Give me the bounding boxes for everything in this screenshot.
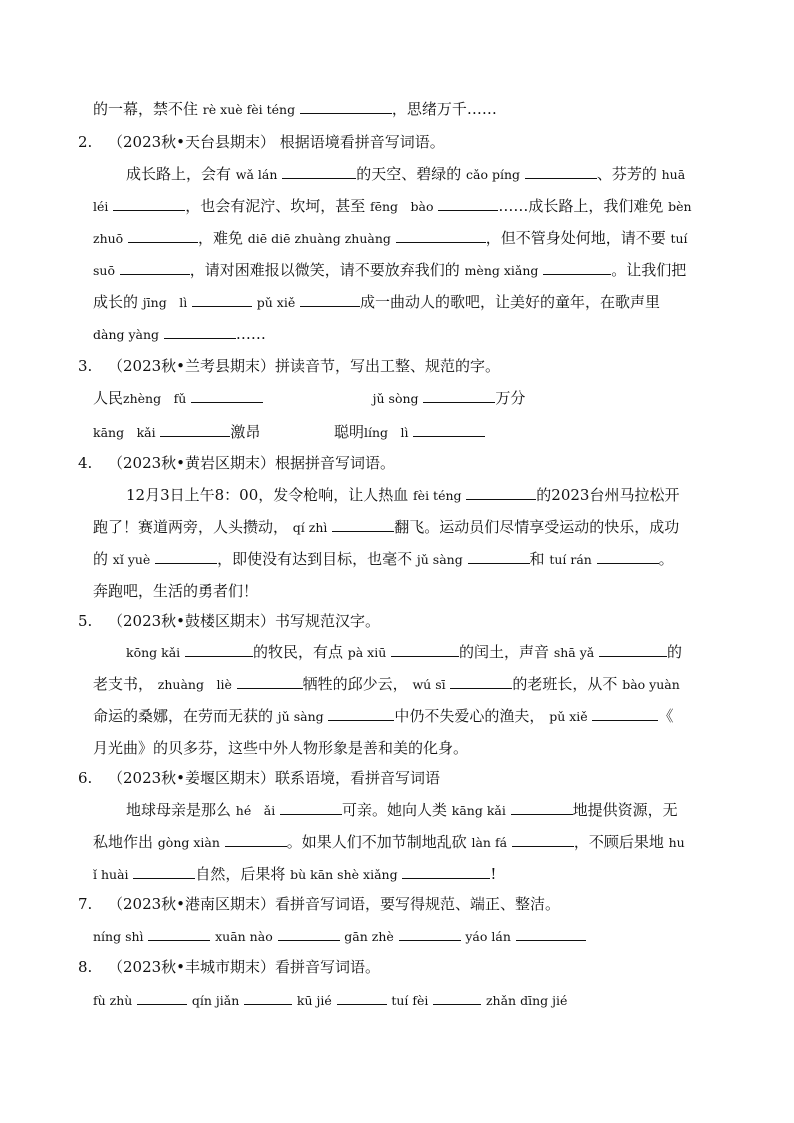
pinyin: tuí fèi	[391, 993, 429, 1008]
question-number: 8.	[78, 958, 93, 976]
pinyin: jǔ sàng	[277, 709, 324, 724]
text: 命运的桑娜，在劳而无获的	[93, 707, 274, 725]
question-2-title	[78, 132, 794, 152]
pinyin: jǔ sòng	[372, 391, 419, 406]
text: 奔跑吧，生活的勇者们！	[93, 582, 259, 600]
text: 成长的	[93, 293, 139, 311]
question-title: （2023秋•姜堰区期末）联系语境，看拼音写词语	[108, 769, 441, 787]
answer-blank[interactable]	[225, 832, 287, 847]
answer-blank[interactable]	[433, 990, 481, 1005]
pinyin: kāng kǎi	[93, 425, 156, 440]
text: 跑了！赛道两旁，人头攒动，	[93, 518, 289, 536]
pinyin: zhuàng liè	[157, 677, 232, 692]
text: ，即使没有达到目标，也毫不	[217, 550, 413, 568]
text: 的	[93, 550, 109, 568]
q4-line-4	[93, 581, 794, 601]
answer-blank[interactable]	[543, 260, 611, 275]
q6-line-1	[126, 800, 794, 821]
pinyin: fēng bào	[369, 199, 434, 214]
text: 的天空、碧绿的	[356, 165, 462, 183]
q2-line-6	[93, 324, 794, 345]
pinyin: qí zhì	[292, 520, 328, 535]
answer-blank[interactable]	[160, 422, 230, 437]
text: ，但不管身处何地，请不要	[485, 229, 666, 247]
pinyin: xǐ yuè	[112, 552, 151, 567]
answer-blank[interactable]	[328, 706, 394, 721]
question-title: （2023秋•港南区期末）看拼音写词语，要写得规范、端正、整洁。	[108, 895, 561, 913]
pinyin: kāng kǎi	[451, 803, 506, 818]
question-4-title	[78, 453, 794, 473]
pinyin: bù kān shè xiǎng	[290, 867, 398, 882]
text: 。让我们把	[611, 261, 687, 279]
pinyin: fèi téng	[413, 488, 462, 503]
pinyin: gòng xiàn	[157, 835, 220, 850]
answer-blank[interactable]	[466, 485, 536, 500]
question-title: （2023秋•鼓楼区期末）书写规范汉字。	[108, 612, 381, 630]
text: 和	[529, 550, 545, 568]
text: 成长路上，会有	[126, 165, 232, 183]
question-number: 7.	[78, 895, 93, 913]
pinyin: xuān nào	[215, 929, 273, 944]
pinyin: jīng lì	[142, 295, 188, 310]
question-title: （2023秋•黄岩区期末）根据拼音写词语。	[108, 454, 396, 472]
answer-blank[interactable]	[133, 864, 195, 879]
pinyin: yáo lán	[465, 929, 511, 944]
answer-blank[interactable]	[300, 99, 392, 114]
pinyin: shā yǎ	[553, 645, 595, 660]
pinyin: rè xuè fèi téng	[202, 102, 296, 117]
text: ，思绪万千……	[391, 100, 497, 118]
question-number: 2.	[78, 133, 93, 151]
text: 牺牲的邱少云，	[302, 675, 408, 693]
answer-blank[interactable]	[423, 388, 495, 403]
text: !	[490, 865, 497, 883]
answer-blank[interactable]	[525, 164, 597, 179]
q3-line-2	[93, 422, 794, 443]
pinyin: jǔ sàng	[416, 552, 463, 567]
text: 地球母亲是那么	[126, 801, 232, 819]
answer-blank[interactable]	[244, 990, 292, 1005]
question-title: （2023秋•丰城市期末）看拼音写词语。	[108, 958, 381, 976]
text: 万分	[495, 389, 526, 407]
q2-line-3	[93, 228, 794, 249]
text: ……成长路上，我们难免	[498, 197, 664, 215]
pinyin: pǔ xiě	[256, 295, 296, 310]
question-title: （2023秋•天台县期末） 根据语境看拼音写词语。	[108, 133, 445, 151]
answer-blank[interactable]	[468, 549, 530, 564]
text: 。	[658, 550, 674, 568]
pinyin: zhèng fǔ	[123, 391, 187, 406]
text: 老支书，	[93, 675, 154, 693]
text: 自然，后果将	[195, 865, 286, 883]
question-number: 4.	[78, 454, 93, 472]
answer-blank[interactable]	[148, 926, 210, 941]
text: 成一曲动人的歌吧，让美好的童年，在歌声里	[360, 293, 661, 311]
question-number: 6.	[78, 769, 93, 787]
text: 的一幕，禁不住	[93, 100, 199, 118]
q2-line-5	[93, 292, 794, 313]
q5-line-2	[93, 674, 794, 695]
answer-blank[interactable]	[278, 926, 340, 941]
question-5-title	[78, 611, 794, 631]
answer-blank[interactable]	[164, 324, 236, 339]
answer-blank[interactable]	[399, 926, 461, 941]
answer-blank[interactable]	[516, 926, 586, 941]
question-title: （2023秋•兰考县期末）拼读音节，写出工整、规范的字。	[108, 357, 501, 375]
answer-blank[interactable]	[337, 990, 387, 1005]
q4-line-3	[93, 549, 794, 570]
text: 、芬芳的	[596, 165, 657, 183]
pinyin: mèng xiǎng	[464, 263, 539, 278]
text: 聪明	[333, 423, 364, 441]
q8-items	[93, 990, 794, 1011]
text: 中仍不失爱心的渔夫，	[394, 707, 545, 725]
answer-blank[interactable]	[155, 549, 217, 564]
text: 的2023台州马拉松开	[536, 486, 680, 504]
pinyin: diē diē zhuàng zhuàng	[247, 231, 391, 246]
q3-line-1	[93, 388, 794, 409]
text: ，也会有泥泞、坎坷，甚至	[185, 197, 366, 215]
answer-blank[interactable]	[192, 292, 252, 307]
pinyin: qín jiǎn	[191, 993, 240, 1008]
answer-blank[interactable]	[191, 388, 263, 403]
pinyin: wǎ lán	[235, 167, 278, 182]
pinyin: bèn	[668, 199, 692, 214]
q2-line-1	[126, 164, 794, 185]
text: 的老班长，从不	[512, 675, 618, 693]
pinyin: cǎo píng	[466, 167, 521, 182]
answer-blank[interactable]	[413, 422, 485, 437]
pinyin: pà xiū	[347, 645, 387, 660]
text: ，难免	[198, 229, 244, 247]
pinyin: tuí rán	[549, 552, 592, 567]
question-6-title	[78, 768, 794, 788]
text: 的闰土，声音	[459, 643, 550, 661]
text: 地提供资源，无	[572, 801, 678, 819]
answer-blank[interactable]	[128, 228, 198, 243]
answer-blank[interactable]	[332, 517, 394, 532]
pinyin: líng lì	[363, 425, 409, 440]
intro-line	[93, 99, 794, 120]
pinyin: léi	[93, 199, 109, 214]
answer-blank[interactable]	[450, 674, 512, 689]
answer-blank[interactable]	[185, 642, 253, 657]
text: 激昂	[230, 423, 261, 441]
pinyin: zhǎn dīng jié	[485, 993, 568, 1008]
q2-line-4	[93, 260, 794, 281]
pinyin: hu	[668, 835, 685, 850]
answer-blank[interactable]	[282, 164, 356, 179]
question-3-title	[78, 356, 794, 376]
answer-blank[interactable]	[512, 832, 574, 847]
answer-blank[interactable]	[599, 642, 667, 657]
pinyin: hé ǎi	[235, 803, 276, 818]
answer-blank[interactable]	[113, 196, 185, 211]
q5-line-4	[93, 738, 794, 758]
pinyin: gān zhè	[344, 929, 394, 944]
question-number: 3.	[78, 357, 93, 375]
pinyin: kōng kǎi	[126, 645, 181, 660]
answer-blank[interactable]	[396, 228, 486, 243]
answer-blank[interactable]	[592, 706, 658, 721]
q4-line-1	[126, 485, 794, 506]
pinyin: huā	[661, 167, 686, 182]
pinyin: bào yuàn	[622, 677, 680, 692]
q7-items	[93, 926, 794, 947]
pinyin: fù zhù	[93, 993, 133, 1008]
text: 翻飞。运动员们尽情享受运动的快乐，成功	[394, 518, 680, 536]
answer-blank[interactable]	[597, 549, 659, 564]
question-number: 5.	[78, 612, 93, 630]
text: 的牧民，有点	[252, 643, 343, 661]
question-8-title	[78, 957, 794, 977]
text: 月光曲》的贝多芬，这些中外人物形象是善和美的化身。	[93, 739, 469, 757]
pinyin: suō	[93, 263, 115, 278]
pinyin: zhuō	[93, 231, 124, 246]
answer-blank[interactable]	[300, 292, 360, 307]
text: 人民	[93, 389, 124, 407]
pinyin: wú sī	[412, 677, 446, 692]
text: 私地作出	[93, 833, 154, 851]
answer-blank[interactable]	[391, 642, 459, 657]
q5-line-3	[93, 706, 794, 727]
answer-blank[interactable]	[137, 990, 187, 1005]
pinyin: tuí	[670, 231, 688, 246]
q4-line-2	[93, 517, 794, 538]
pinyin: dàng yàng	[93, 327, 160, 342]
answer-blank[interactable]	[402, 864, 490, 879]
text: 《	[658, 707, 674, 725]
text: 12月3日上午8：00，发令枪响，让人热血	[126, 486, 409, 504]
answer-blank[interactable]	[280, 800, 342, 815]
question-7-title	[78, 894, 794, 914]
q6-line-3	[93, 864, 794, 885]
text: ……	[235, 325, 266, 343]
pinyin: pǔ xiě	[549, 709, 588, 724]
pinyin: níng shì	[93, 929, 144, 944]
pinyin: ǐ huài	[93, 867, 129, 882]
pinyin: kū jié	[296, 993, 332, 1008]
text: ，不顾后果地	[573, 833, 664, 851]
text: ，请对困难报以微笑，请不要放弃我们的	[189, 261, 460, 279]
answer-blank[interactable]	[237, 674, 303, 689]
text: 可亲。她向人类	[341, 801, 447, 819]
q5-line-1	[126, 642, 794, 663]
pinyin: làn fá	[471, 835, 508, 850]
answer-blank[interactable]	[120, 260, 190, 275]
text: 。如果人们不加节制地乱砍	[286, 833, 467, 851]
q2-line-2	[93, 196, 794, 217]
q6-line-2	[93, 832, 794, 853]
answer-blank[interactable]	[511, 800, 573, 815]
text: 的	[667, 643, 683, 661]
answer-blank[interactable]	[438, 196, 498, 211]
